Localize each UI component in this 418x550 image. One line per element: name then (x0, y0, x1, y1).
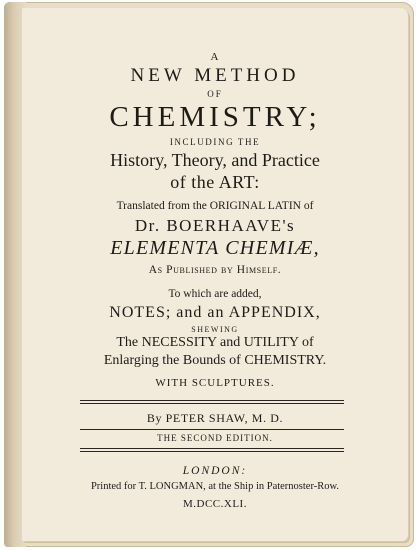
rule-bottom-2 (80, 451, 344, 452)
line-edition: THE SECOND EDITION. (157, 433, 273, 443)
line-art: of the ART: (170, 172, 260, 192)
line-a: A (210, 51, 220, 63)
line-elementa: ELEMENTA CHEMIÆ, (110, 237, 320, 259)
line-sculptures: WITH SCULPTURES. (155, 377, 275, 389)
book (4, 2, 414, 547)
line-notes: NOTES; and an APPENDIX, (109, 304, 321, 321)
rule-top-2 (80, 403, 344, 404)
line-published: As Published by Himself. (148, 264, 282, 276)
line-dr: Dr. BOERHAAVE's (134, 216, 296, 235)
line-necessity: The NECESSITY and UTILITY of (116, 335, 314, 350)
title-page (22, 8, 408, 541)
line-translated: Translated from the ORIGINAL LATIN of (116, 200, 314, 212)
line-chemistry: CHEMISTRY; (109, 101, 321, 133)
line-history: History, Theory, and Practice (110, 150, 320, 170)
rule-bottom-1 (80, 448, 344, 449)
line-year: M.DCC.XLI. (183, 498, 247, 510)
line-including: INCLUDING THE (169, 137, 261, 147)
rule-top-1 (80, 400, 344, 401)
line-added: To which are added, (168, 288, 262, 300)
line-author: By PETER SHAW, M. D. (146, 411, 284, 425)
line-london: LONDON: (182, 465, 248, 477)
line-new-method: NEW METHOD (130, 65, 300, 86)
line-of: OF (207, 89, 223, 99)
line-enlarging: Enlarging the Bounds of CHEMISTRY. (103, 353, 327, 368)
line-printed: Printed for T. LONGMAN, at the Ship in Paternoster-Row. (90, 481, 340, 492)
rule-middle (80, 429, 344, 430)
line-shewing: SHEWING (191, 325, 239, 334)
